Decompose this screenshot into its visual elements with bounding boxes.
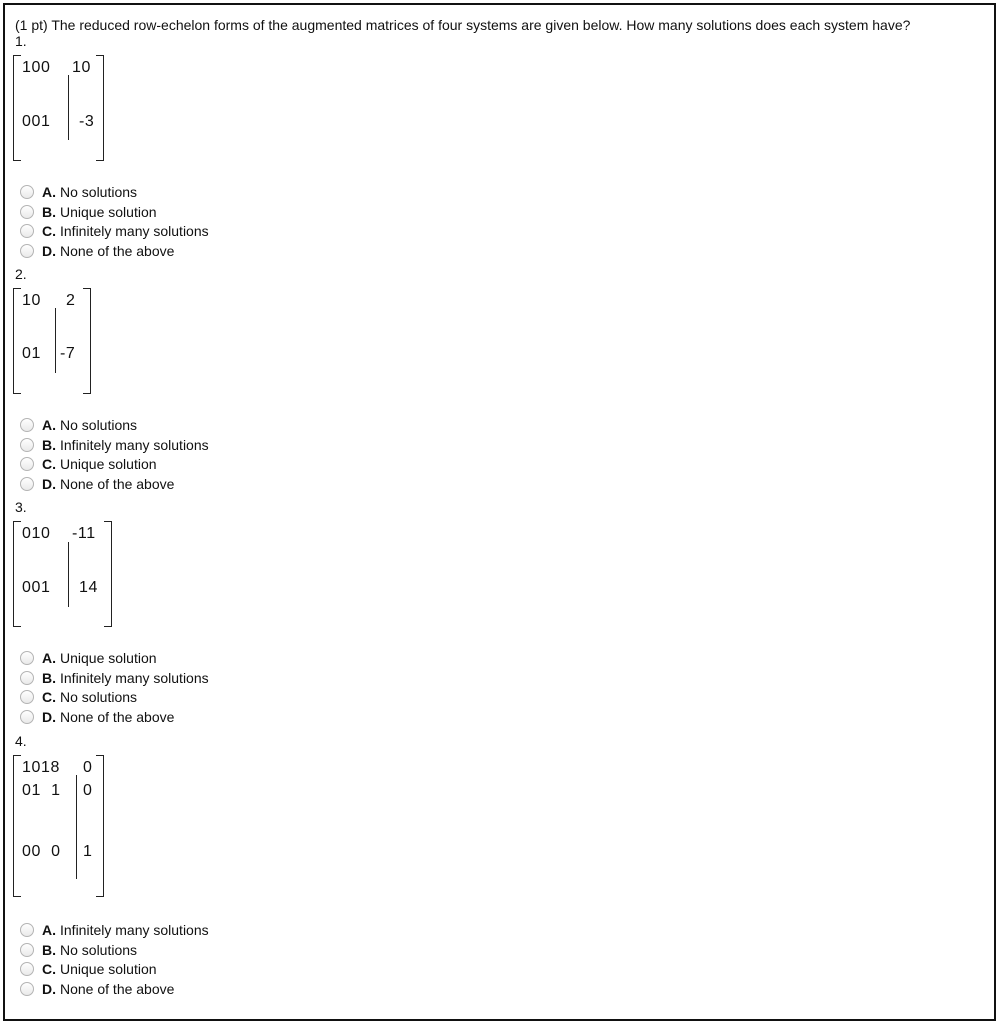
radio-button[interactable]	[20, 418, 34, 432]
system-1-option-b[interactable]: B. Unique solution	[20, 202, 157, 221]
radio-button[interactable]	[20, 438, 34, 452]
radio-button[interactable]	[20, 457, 34, 471]
system-4-option-b[interactable]: B. No solutions	[20, 940, 137, 959]
system-1-option-a[interactable]: A. No solutions	[20, 182, 137, 201]
system-1-number: 1.	[15, 33, 27, 49]
matrix-1-row-1-rhs: 10	[72, 59, 91, 76]
system-2-option-b[interactable]: B. Infinitely many solutions	[20, 435, 209, 454]
system-4-number: 4.	[15, 733, 27, 749]
matrix-4-row-2-rhs: 0	[83, 782, 93, 799]
radio-button[interactable]	[20, 943, 34, 957]
matrix-1-row-2-rhs: -3	[79, 113, 95, 130]
system-4-option-a[interactable]: A. Infinitely many solutions	[20, 920, 209, 939]
radio-button[interactable]	[20, 671, 34, 685]
system-3-option-b[interactable]: B. Infinitely many solutions	[20, 668, 209, 687]
right-bracket	[96, 55, 104, 161]
matrix-4-row-2-coef: 01 1	[22, 782, 61, 799]
radio-button[interactable]	[20, 477, 34, 491]
augment-line	[55, 308, 56, 373]
matrix-3-row-2-rhs: 14	[79, 579, 98, 596]
radio-button[interactable]	[20, 962, 34, 976]
system-3-option-a[interactable]: A. Unique solution	[20, 648, 157, 667]
matrix-1-row-1-coef: 100	[22, 59, 51, 76]
radio-button[interactable]	[20, 710, 34, 724]
matrix-3-row-1-rhs: -11	[72, 525, 96, 542]
system-4-option-c[interactable]: C. Unique solution	[20, 959, 157, 978]
radio-button[interactable]	[20, 224, 34, 238]
system-2-option-a[interactable]: A. No solutions	[20, 415, 137, 434]
matrix-4-row-3-rhs: 1	[83, 843, 93, 860]
radio-button[interactable]	[20, 982, 34, 996]
radio-button[interactable]	[20, 923, 34, 937]
system-3-option-c[interactable]: C. No solutions	[20, 687, 137, 706]
left-bracket	[13, 288, 21, 394]
matrix-3-row-1-coef: 010	[22, 525, 51, 542]
augment-line	[76, 775, 77, 879]
radio-button[interactable]	[20, 651, 34, 665]
matrix-2-row-1-coef: 10	[22, 292, 41, 309]
system-2-number: 2.	[15, 266, 27, 282]
matrix-4-row-3-coef: 00 0	[22, 843, 61, 860]
left-bracket	[13, 521, 21, 627]
left-bracket	[13, 55, 21, 161]
matrix-2-row-2-coef: 01	[22, 345, 41, 362]
system-3-number: 3.	[15, 499, 27, 515]
system-1-option-d[interactable]: D. None of the above	[20, 241, 174, 260]
matrix-3-row-2-coef: 001	[22, 579, 51, 596]
matrix-4-row-1-rhs: 0	[83, 759, 93, 776]
matrix-4-row-1-coef: 1018	[22, 759, 60, 776]
matrix-2-row-2-rhs: -7	[60, 345, 76, 362]
question-prompt: (1 pt) The reduced row-echelon forms of the augmented matrices of four systems are given below. How many solutions does each system have?	[15, 17, 911, 33]
right-bracket	[83, 288, 91, 394]
system-2-option-c[interactable]: C. Unique solution	[20, 454, 157, 473]
left-bracket	[13, 755, 21, 897]
matrix-1-row-2-coef: 001	[22, 113, 51, 130]
system-3-option-d[interactable]: D. None of the above	[20, 707, 174, 726]
question-frame	[3, 3, 996, 1021]
radio-button[interactable]	[20, 205, 34, 219]
radio-button[interactable]	[20, 185, 34, 199]
augment-line	[68, 75, 69, 140]
radio-button[interactable]	[20, 244, 34, 258]
system-1-option-c[interactable]: C. Infinitely many solutions	[20, 221, 209, 240]
matrix-2-row-1-rhs: 2	[66, 292, 76, 309]
system-4-option-d[interactable]: D. None of the above	[20, 979, 174, 998]
right-bracket	[96, 755, 104, 897]
right-bracket	[104, 521, 112, 627]
augment-line	[68, 542, 69, 607]
system-2-option-d[interactable]: D. None of the above	[20, 474, 174, 493]
radio-button[interactable]	[20, 690, 34, 704]
